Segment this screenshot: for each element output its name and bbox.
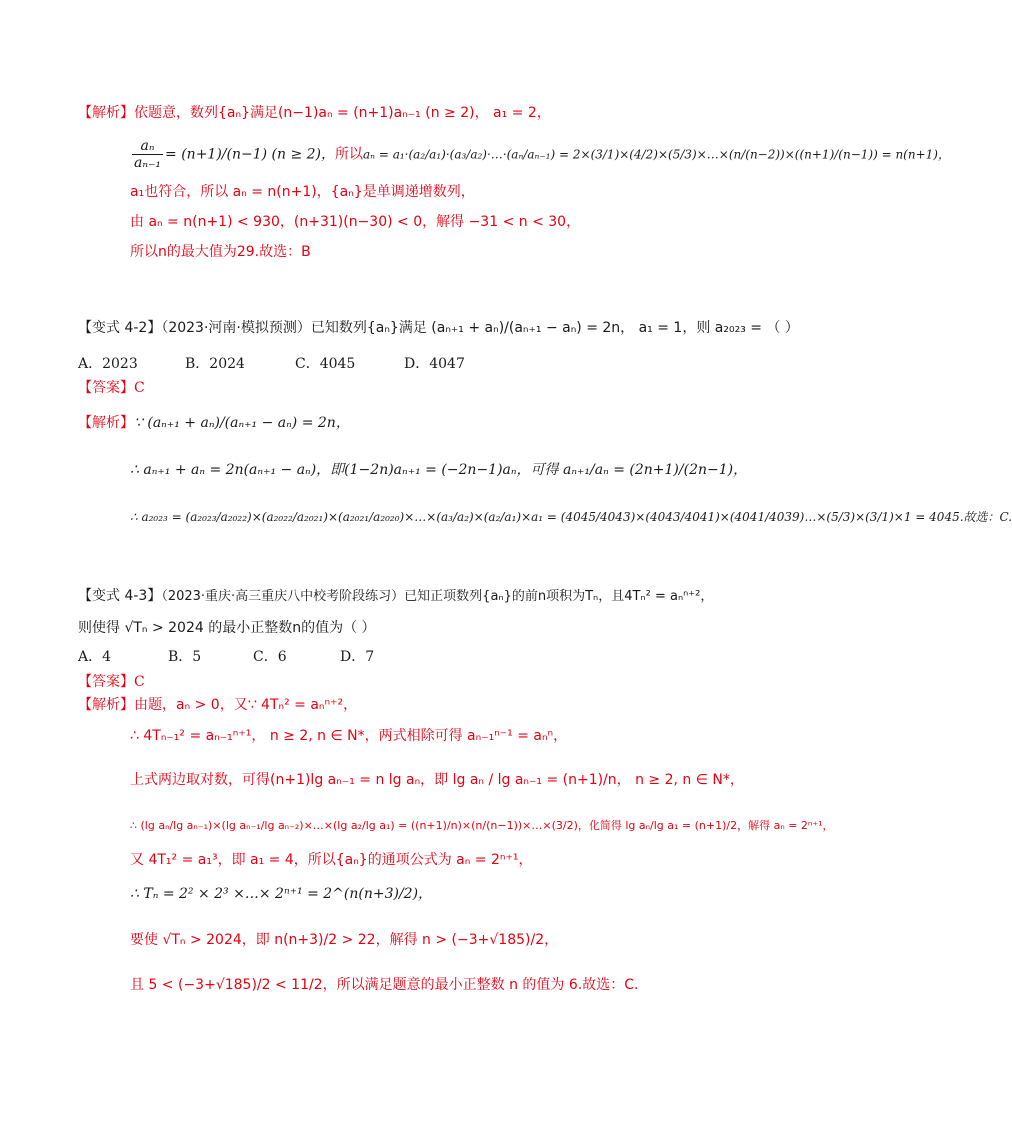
variant-4-2-title xyxy=(78,318,878,338)
option-a: A．4 xyxy=(78,649,112,665)
solution-3-text-7: 要使 √Tₙ > 2024，即 n(n+3)/2 > 22，解得 n > (−3+√185)/2， xyxy=(130,932,559,948)
answer-tag: 【答案】 xyxy=(78,674,134,690)
answer-line xyxy=(78,378,878,398)
option-d: D．4047 xyxy=(404,356,465,372)
solution-3-line-5 xyxy=(130,850,930,870)
solution-3-line-6 xyxy=(130,884,930,904)
solution-1-line-1 xyxy=(78,103,878,123)
variant-question-2: 则使得 √Tₙ > 2024 的最小正整数n的值为（ ） xyxy=(78,620,376,636)
product-formula: aₙ = a₁·(a₂/a₁)·(a₃/a₂)·…·(aₙ/aₙ₋₁) = 2×(3/1)×(4/2)×(5/3)×…×(n/(n−2))×((n+1)/(n−1)) = n(n+1)， xyxy=(363,147,950,162)
option-d: D．7 xyxy=(340,649,375,665)
solution-3-line-3 xyxy=(130,770,930,790)
analysis-tag: 【解析】 xyxy=(78,415,134,431)
solution-3-text-4: ∴ (lg aₙ/lg aₙ₋₁)×(lg aₙ₋₁/lg aₙ₋₂)×…×(lg a₂/lg a₁) = ((n+1)/n)×(n/(n−1))×…×(3/2)，化简得 lg aₙ/lg a₁ = (n+1)/2，解得 aₙ = 2ⁿ⁺¹， xyxy=(130,819,834,832)
so-word: 所以 xyxy=(335,146,364,163)
solution-2-line-3 xyxy=(130,507,1012,527)
option-b: B．2024 xyxy=(185,356,245,372)
solution-1-text-3: a₁也符合，所以 aₙ = n(n+1)，{aₙ}是单调递增数列， xyxy=(130,184,475,200)
solution-2-text-1: ∵ (aₙ₊₁ + aₙ)/(aₙ₊₁ − aₙ) = 2n， xyxy=(134,415,350,431)
option-c: C．4045 xyxy=(295,356,356,372)
solution-3-line-1 xyxy=(78,695,878,715)
solution-3-line-8 xyxy=(130,975,930,995)
answer-tag: 【答案】 xyxy=(78,380,134,396)
variant-tag: 【变式 4-2】 xyxy=(78,320,162,336)
answer-value: C xyxy=(134,674,145,690)
solution-1-text: 依题意，数列{aₙ}满足(n−1)aₙ = (n+1)aₙ₋₁ (n ≥ 2)， a₁ = 2， xyxy=(134,105,551,121)
ratio-fraction: $\frac{\text{aₙ}}{\text{aₙ₋₁}}$ xyxy=(134,138,162,171)
solution-3-line-7 xyxy=(130,930,930,950)
option-b: B．5 xyxy=(168,649,202,665)
solution-3-text-3: 上式两边取对数，可得(n+1)lg aₙ₋₁ = n lg aₙ，即 lg aₙ / lg aₙ₋₁ = (n+1)/n， n ≥ 2, n ∈ N*， xyxy=(130,772,744,788)
solution-1-line-2 xyxy=(130,138,950,171)
solution-3-text-2: ∴ 4Tₙ₋₁² = aₙ₋₁ⁿ⁺¹， n ≥ 2, n ∈ N*，两式相除可得 aₙ₋₁ⁿ⁻¹ = aₙⁿ， xyxy=(130,728,568,744)
solution-2-text-2: ∴ aₙ₊₁ + aₙ = 2n(aₙ₊₁ − aₙ)，即(1−2n)aₙ₊₁ = (−2n−1)aₙ，可得 aₙ₊₁/aₙ = (2n+1)/(2n−1)， xyxy=(130,462,748,478)
solution-3-line-2 xyxy=(130,726,930,746)
solution-1-text-5: 所以n的最大值为29.故选：B xyxy=(130,244,311,260)
variant-4-3-title xyxy=(78,586,878,607)
solution-2-line-1 xyxy=(78,413,878,433)
variant-4-3-title-2 xyxy=(78,618,878,638)
solution-3-text-8: 且 5 < (−3+√185)/2 < 11/2，所以满足题意的最小正整数 n 的值为 6.故选：C. xyxy=(130,977,639,993)
ratio-rhs: = (n+1)/(n−1) (n ≥ 2)， xyxy=(165,146,336,163)
analysis-tag: 【解析】 xyxy=(78,105,134,121)
variant-tag: 【变式 4-3】 xyxy=(78,588,162,604)
answer-line xyxy=(78,672,878,692)
solution-3-text-1: 由题，aₙ > 0，又∵ 4Tₙ² = aₙⁿ⁺²， xyxy=(134,697,358,713)
solution-1-line-3 xyxy=(130,182,930,202)
solution-1-text-4: 由 aₙ = n(n+1) < 930，(n+31)(n−30) < 0，解得 −31 < n < 30， xyxy=(130,214,581,230)
solution-3-line-4 xyxy=(130,815,930,836)
variant-question: （2023·河南·模拟预测）已知数列{aₙ}满足 (aₙ₊₁ + aₙ)/(aₙ₊₁ − aₙ) = 2n， a₁ = 1，则 a₂₀₂₃ = （ ） xyxy=(161,320,799,336)
option-c: C．6 xyxy=(253,649,287,665)
option-a: A．2023 xyxy=(78,356,138,372)
solution-2-line-2 xyxy=(130,460,930,480)
solution-3-text-5: 又 4T₁² = a₁³，即 a₁ = 4，所以{aₙ}的通项公式为 aₙ = 2ⁿ⁺¹， xyxy=(130,852,533,868)
solution-3-text-6: ∴ Tₙ = 2² × 2³ ×…× 2ⁿ⁺¹ = 2^(n(n+3)/2)， xyxy=(130,886,433,902)
answer-value: C xyxy=(134,380,145,396)
solution-1-line-4 xyxy=(130,212,930,232)
variant-question: （2023·重庆·高三重庆八中校考阶段练习）已知正项数列{aₙ}的前n项积为Tₙ，且4Tₙ² = aₙⁿ⁺²， xyxy=(161,589,714,604)
analysis-tag: 【解析】 xyxy=(78,697,134,713)
solution-1-line-5 xyxy=(130,242,930,262)
solution-2-text-3: ∴ a₂₀₂₃ = (a₂₀₂₃/a₂₀₂₂)×(a₂₀₂₂/a₂₀₂₁)×(a₂₀₂₁/a₂₀₂₀)×…×(a₃/a₂)×(a₂/a₁)×a₁ = (4045/4043)×(4043/4041)×(4041/4039)…×(5/3)×(3/1)×1 = 4045.故选：C. xyxy=(130,510,1012,524)
